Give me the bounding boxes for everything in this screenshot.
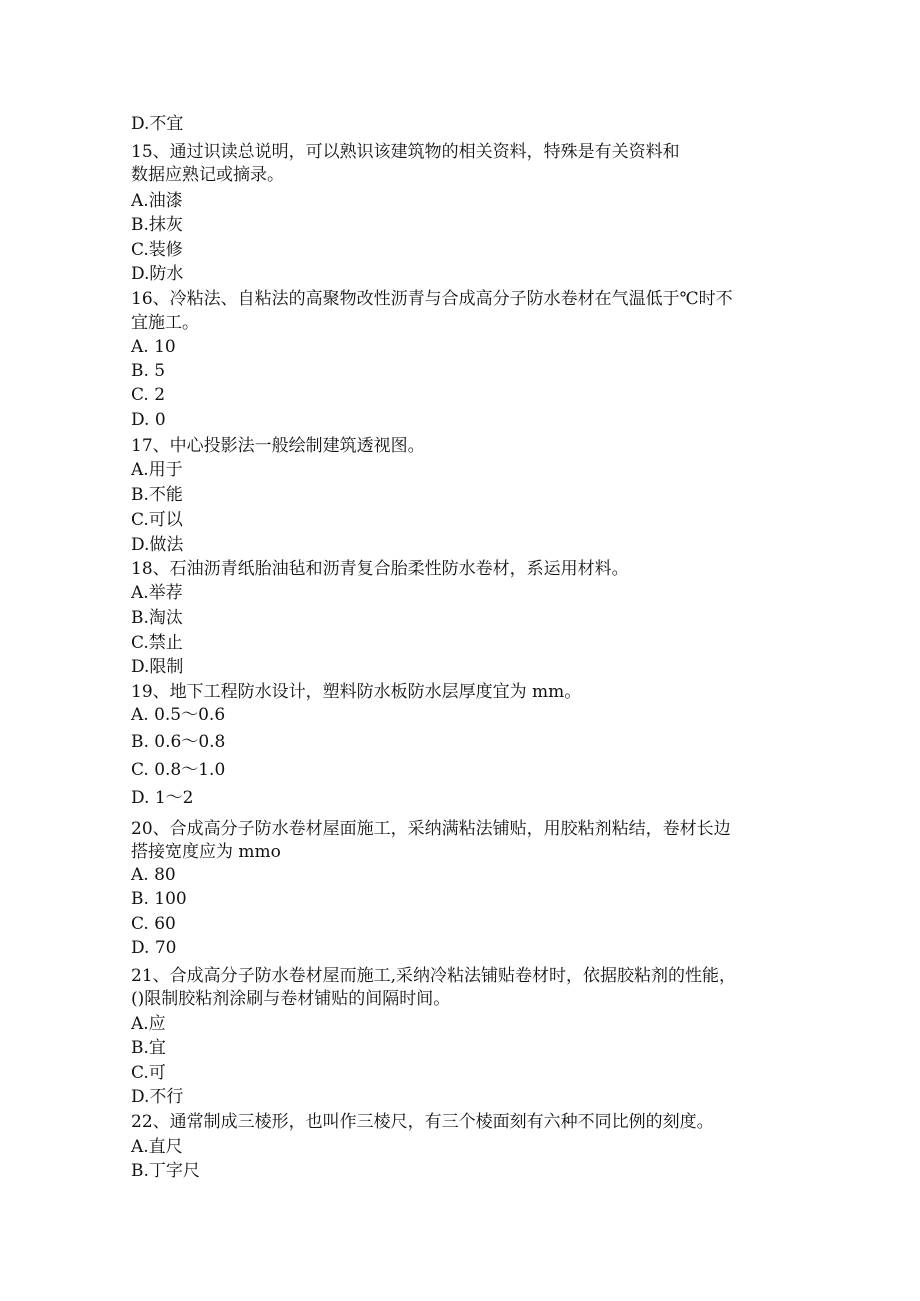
option-b: B.抹灰	[131, 215, 183, 235]
option-a: A.油漆	[131, 191, 183, 211]
question-20: 20、合成高分子防水卷材屋面施工，采纳满粘法铺贴，用胶粘剂粘结，卷材长边	[131, 819, 731, 839]
question-16: 16、冷粘法、自粘法的高聚物改性沥青与合成高分子防水卷材在气温低于℃时不	[131, 289, 733, 309]
option-d: D. 0	[131, 410, 166, 430]
option-b: B. 100	[131, 889, 187, 909]
question-22: 22、通常制成三棱形，也叫作三棱尺，有三个棱面刻有六种不同比例的刻度。	[131, 1112, 714, 1132]
option-c: C.可	[131, 1063, 166, 1083]
option-b: B. 5	[131, 361, 166, 381]
question-21: 21、合成高分子防水卷材屋而施工,采纳冷粘法铺贴卷材时，依据胶粘剂的性能，	[131, 966, 737, 986]
option-b: B.淘汰	[131, 608, 183, 628]
option-b: B.丁字尺	[131, 1161, 200, 1181]
question-15: 15、通过识读总说明，可以熟识该建筑物的相关资料，特殊是有关资料和	[131, 142, 680, 162]
option-c: C. 0.8～1.0	[131, 760, 226, 780]
option-b: B. 0.6～0.8	[131, 732, 226, 752]
option-d: D. 70	[131, 938, 177, 958]
text-line: ()限制胶粘剂涂刷与卷材铺贴的间隔时间。	[131, 989, 451, 1009]
text-line: D.不宜	[131, 114, 184, 134]
option-c: C.可以	[131, 510, 183, 530]
option-a: A. 10	[131, 337, 176, 357]
option-c: C. 2	[131, 385, 166, 405]
question-18: 18、石油沥青纸胎油毡和沥青复合胎柔性防水卷材，系运用材料。	[131, 559, 629, 579]
option-d: D.限制	[131, 657, 184, 677]
text-line: 数据应熟记或摘录。	[131, 165, 284, 185]
option-a: A.举荐	[131, 583, 183, 603]
option-c: C.禁止	[131, 633, 183, 653]
text-line: 搭接宽度应为 mmo	[131, 842, 281, 862]
option-a: A.用于	[131, 460, 183, 480]
option-a: A. 0.5～0.6	[131, 705, 226, 725]
option-d: D.做法	[131, 535, 184, 555]
option-c: C.装修	[131, 240, 183, 260]
option-d: D.不行	[131, 1087, 184, 1107]
option-a: A. 80	[131, 865, 176, 885]
option-a: A.直尺	[131, 1137, 183, 1157]
question-19: 19、地下工程防水设计，塑料防水板防水层厚度宜为 mm。	[131, 682, 582, 702]
option-c: C. 60	[131, 914, 176, 934]
option-d: D. 1～2	[131, 788, 194, 808]
option-b: B.不能	[131, 485, 183, 505]
text-line: 宜施工。	[131, 313, 199, 333]
option-b: B.宜	[131, 1038, 166, 1058]
option-d: D.防水	[131, 264, 184, 284]
question-17: 17、中心投影法一般绘制建筑透视图。	[131, 436, 425, 456]
option-a: A.应	[131, 1014, 166, 1034]
